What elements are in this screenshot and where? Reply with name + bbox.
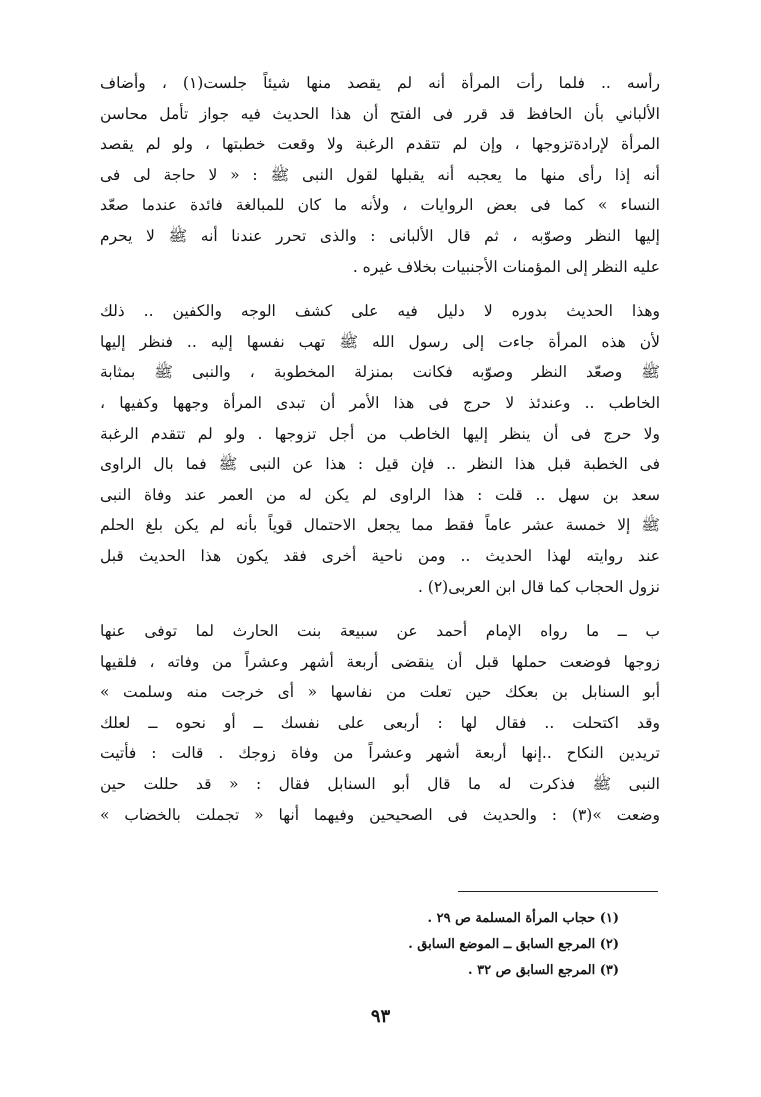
- text-line: النساء » كما فى بعض الروايات ، ولأنه ما كان للمبالغة فائدة عندما صعّد: [100, 196, 660, 215]
- main-text: [100, 68, 660, 830]
- text-line: عند روايته لهذا الحديث .. ومن ناحية أخرى فقد يكون هذا الحديث قبل: [100, 546, 660, 565]
- text-line: زوجها فوضعت حملها قبل أن ينقضى أربعة أشهر وعشراً من وفاته ، فلقيها: [100, 652, 660, 671]
- footnote-divider: [458, 891, 658, 892]
- paragraph-1: [100, 68, 660, 282]
- text-line: النبى ﷺ فذكرت له ما قال أبو السنابل فقال : « قد حللت حين: [100, 775, 660, 794]
- text-line: سعد بن سهل .. قلت : هذا الراوى لم يكن له من العمر عند وفاة النبى: [100, 485, 660, 504]
- text-line: وهذا الحديث بدوره لا دليل فيه على كشف الوجه والكفين .. ذلك: [100, 302, 660, 321]
- footnote-1: (١) حجاب المرأة المسلمة ص ٢٩ .: [427, 911, 619, 926]
- text-line: المرأة لإرادةتزوجها ، وإن لم تتقدم الرغبة ولا وقعت خطبتها ، ولو لم يقصد: [100, 135, 660, 154]
- text-line: ﷺ إلا خمسة عشر عاماً فقط مما يجعل الاحتمال قوياً بأنه لم يكن بلغ الحلم: [100, 516, 660, 535]
- footnotes: [319, 906, 619, 984]
- text-line: وضعت »(٣) : والحديث فى الصحيحين وفيهما أنها « تجملت بالخضاب »: [100, 805, 660, 824]
- text-line: وقد اكتحلت .. فقال لها : أربعى على نفسك ــ أو نحوه ــ لعلك: [100, 713, 660, 732]
- text-line: ب ــ ما رواه الإمام أحمد عن سبيعة بنت الحارث لما توفى عنها: [100, 622, 660, 641]
- text-line: الألباني بأن الحافظ قد قرر فى الفتح أن هذا الحديث فيه جواز تأمل محاسن: [100, 104, 660, 123]
- paragraph-3: [100, 616, 660, 830]
- text-line: إليها النظر وصوّبه ، ثم قال الألبانى : والذى تحرر عندنا أنه ﷺ لا يحرم: [100, 226, 660, 245]
- text-line: ولا حرج فى أن ينظر إليها الخاطب من أجل تزوجها . ولو لم تتقدم الرغبة: [100, 424, 660, 443]
- footnote-2: (٢) المرجع السابق ــ الموضع السابق .: [408, 937, 619, 952]
- text-line: رأسه .. فلما رأت المرأة أنه لم يقصد منها شيئاً جلست(١) ، وأضاف: [100, 74, 660, 92]
- text-line: الخاطب .. وعندئذ لا حرج فى هذا الأمر أن تبدى المرأة وجهها وكفيها ،: [100, 393, 660, 412]
- paragraph-2: [100, 296, 660, 602]
- text-line: عليه النظر إلى المؤمنات الأجنبيات بخلاف غيره .: [352, 257, 660, 276]
- text-line: ﷺ وصعّد النظر وصوّبه فكانت بمنزلة المخطوبة ، والنبى ﷺ بمثابة: [100, 363, 660, 382]
- text-line: تريدين النكاح ..إنها أربعة أشهر وعشراً من وفاة زوجك . قالت : فأتيت: [100, 744, 660, 763]
- text-line: أنه إذا رأى منها ما يعجبه أنه يقبلها لقول النبى ﷺ : « لا حاجة لى فى: [100, 165, 660, 184]
- footnote-3: (٣) المرجع السابق ص ٣٢ .: [468, 963, 619, 978]
- text-line: لأن هذه المرأة جاءت إلى رسول الله ﷺ تهب نفسها إليه .. فنظر إليها: [100, 332, 660, 351]
- text-line: نزول الحجاب كما قال ابن العربى(٢) .: [417, 577, 660, 596]
- text-line: أبو السنابل بن بعكك حين تعلت من نفاسها « أى خرجت منه وسلمت »: [100, 683, 660, 702]
- text-line: فى الخطبة قبل هذا النظر .. فإن قيل : هذا عن النبى ﷺ فما بال الراوى: [100, 455, 660, 474]
- page-number: ٩٣: [370, 1006, 391, 1027]
